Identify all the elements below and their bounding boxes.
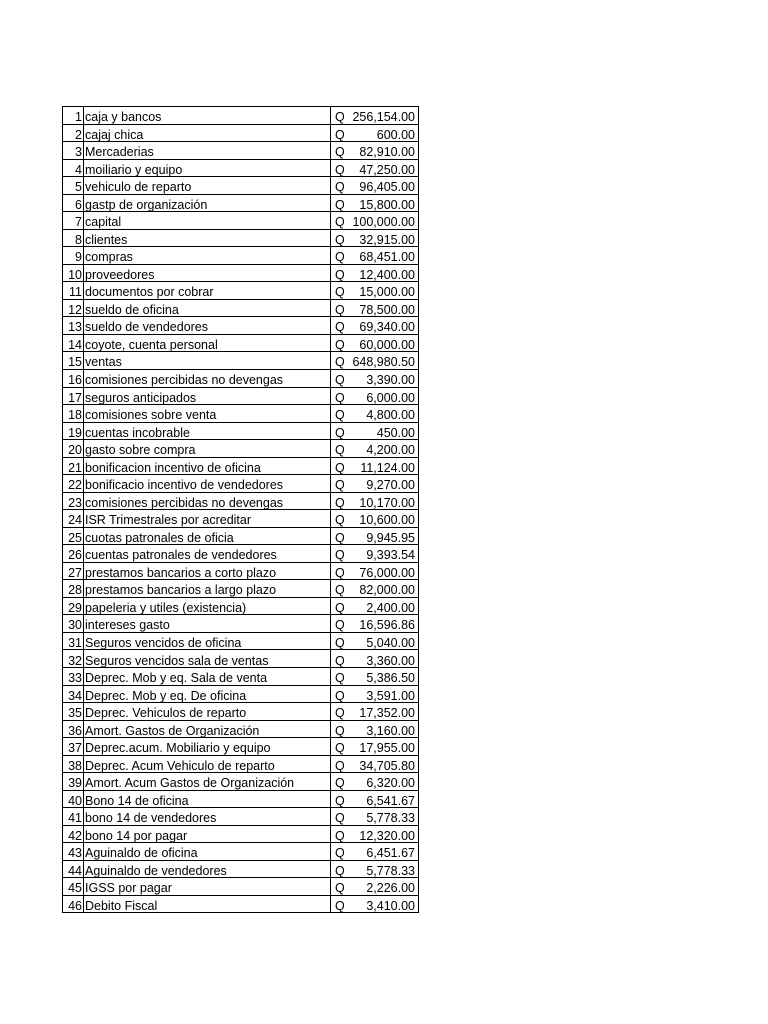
account-name-cell[interactable]: Deprec. Mob y eq. De oficina <box>84 685 331 703</box>
amount-cell[interactable]: 600.00 <box>349 124 419 142</box>
row-number-cell[interactable]: 15 <box>63 352 84 370</box>
table-row <box>63 878 419 896</box>
row-number-cell[interactable]: 26 <box>63 545 84 563</box>
currency-cell[interactable]: Q <box>331 878 349 896</box>
accounts-table <box>62 106 419 913</box>
row-number-cell[interactable]: 46 <box>63 895 84 913</box>
currency-cell[interactable]: Q <box>331 194 349 212</box>
account-name-cell[interactable]: bonificacion incentivo de oficina <box>84 457 331 475</box>
table-row <box>63 247 419 265</box>
account-name-cell[interactable]: cuentas patronales de vendedores <box>84 545 331 563</box>
row-number-cell[interactable]: 32 <box>63 650 84 668</box>
table-row <box>63 475 419 493</box>
amount-cell[interactable]: 256,154.00 <box>349 107 419 125</box>
table-row <box>63 405 419 423</box>
amount-cell[interactable]: 2,226.00 <box>349 878 419 896</box>
amount-cell[interactable]: 6,451.67 <box>349 843 419 861</box>
row-number-cell[interactable]: 22 <box>63 475 84 493</box>
row-number-cell[interactable]: 29 <box>63 597 84 615</box>
account-name-cell[interactable]: cuentas incobrable <box>84 422 331 440</box>
account-name-cell[interactable]: Bono 14 de oficina <box>84 790 331 808</box>
table-row <box>63 668 419 686</box>
currency-cell[interactable]: Q <box>331 720 349 738</box>
table-row <box>63 738 419 756</box>
table-row <box>63 124 419 142</box>
account-name-cell[interactable]: moiliario y equipo <box>84 159 331 177</box>
account-name-cell[interactable]: Debito Fiscal <box>84 895 331 913</box>
account-name-cell[interactable]: proveedores <box>84 264 331 282</box>
amount-cell[interactable]: 648,980.50 <box>349 352 419 370</box>
account-name-cell[interactable]: vehiculo de reparto <box>84 177 331 195</box>
table-row <box>63 808 419 826</box>
row-number-cell[interactable]: 35 <box>63 703 84 721</box>
row-number-cell[interactable]: 21 <box>63 457 84 475</box>
amount-cell[interactable]: 34,705.80 <box>349 755 419 773</box>
amount-cell[interactable]: 9,393.54 <box>349 545 419 563</box>
table-row <box>63 299 419 317</box>
amount-cell[interactable]: 15,000.00 <box>349 282 419 300</box>
row-number-cell[interactable]: 36 <box>63 720 84 738</box>
currency-cell[interactable]: Q <box>331 685 349 703</box>
currency-cell[interactable]: Q <box>331 212 349 230</box>
row-number-cell[interactable]: 18 <box>63 405 84 423</box>
amount-cell[interactable]: 3,160.00 <box>349 720 419 738</box>
table-row <box>63 369 419 387</box>
table-row <box>63 703 419 721</box>
row-number-cell[interactable]: 43 <box>63 843 84 861</box>
currency-cell[interactable]: Q <box>331 475 349 493</box>
amount-cell[interactable]: 78,500.00 <box>349 299 419 317</box>
account-name-cell[interactable]: Amort. Acum Gastos de Organización <box>84 773 331 791</box>
account-name-cell[interactable]: Mercaderias <box>84 142 331 160</box>
currency-cell[interactable]: Q <box>331 668 349 686</box>
table-row <box>63 632 419 650</box>
table-row <box>63 860 419 878</box>
amount-cell[interactable]: 82,910.00 <box>349 142 419 160</box>
currency-cell[interactable]: Q <box>331 440 349 458</box>
currency-cell[interactable]: Q <box>331 387 349 405</box>
table-row <box>63 352 419 370</box>
account-name-cell[interactable]: Deprec. Vehiculos de reparto <box>84 703 331 721</box>
row-number-cell[interactable]: 10 <box>63 264 84 282</box>
row-number-cell[interactable]: 12 <box>63 299 84 317</box>
account-name-cell[interactable]: Deprec. Acum Vehiculo de reparto <box>84 755 331 773</box>
amount-cell[interactable]: 9,945.95 <box>349 527 419 545</box>
currency-cell[interactable]: Q <box>331 808 349 826</box>
currency-cell[interactable]: Q <box>331 405 349 423</box>
currency-cell[interactable]: Q <box>331 352 349 370</box>
table-row <box>63 457 419 475</box>
row-number-cell[interactable]: 38 <box>63 755 84 773</box>
currency-cell[interactable]: Q <box>331 527 349 545</box>
amount-cell[interactable]: 15,800.00 <box>349 194 419 212</box>
currency-cell[interactable]: Q <box>331 790 349 808</box>
amount-cell[interactable]: 3,390.00 <box>349 369 419 387</box>
table-row <box>63 773 419 791</box>
table-row <box>63 597 419 615</box>
amount-cell[interactable]: 96,405.00 <box>349 177 419 195</box>
table-row <box>63 510 419 528</box>
currency-cell[interactable]: Q <box>331 860 349 878</box>
account-name-cell[interactable]: papeleria y utiles (existencia) <box>84 597 331 615</box>
table-row <box>63 580 419 598</box>
amount-cell[interactable]: 6,541.67 <box>349 790 419 808</box>
amount-cell[interactable]: 100,000.00 <box>349 212 419 230</box>
table-row <box>63 562 419 580</box>
account-name-cell[interactable]: bono 14 de vendedores <box>84 808 331 826</box>
amount-cell[interactable]: 10,170.00 <box>349 492 419 510</box>
row-number-cell[interactable]: 20 <box>63 440 84 458</box>
account-name-cell[interactable]: bono 14 por pagar <box>84 825 331 843</box>
currency-cell[interactable]: Q <box>331 107 349 125</box>
account-name-cell[interactable]: compras <box>84 247 331 265</box>
row-number-cell[interactable]: 16 <box>63 369 84 387</box>
account-name-cell[interactable]: Deprec. Mob y eq. Sala de venta <box>84 668 331 686</box>
currency-cell[interactable]: Q <box>331 773 349 791</box>
amount-cell[interactable]: 2,400.00 <box>349 597 419 615</box>
amount-cell[interactable]: 12,320.00 <box>349 825 419 843</box>
currency-cell[interactable]: Q <box>331 738 349 756</box>
amount-cell[interactable]: 5,386.50 <box>349 668 419 686</box>
table-row <box>63 159 419 177</box>
table-row <box>63 177 419 195</box>
table-row <box>63 790 419 808</box>
table-row <box>63 142 419 160</box>
currency-cell[interactable]: Q <box>331 545 349 563</box>
currency-cell[interactable]: Q <box>331 124 349 142</box>
amount-cell[interactable]: 32,915.00 <box>349 229 419 247</box>
table-row <box>63 194 419 212</box>
currency-cell[interactable]: Q <box>331 299 349 317</box>
account-name-cell[interactable]: Deprec.acum. Mobiliario y equipo <box>84 738 331 756</box>
row-number-cell[interactable]: 30 <box>63 615 84 633</box>
currency-cell[interactable]: Q <box>331 895 349 913</box>
amount-cell[interactable]: 3,410.00 <box>349 895 419 913</box>
currency-cell[interactable]: Q <box>331 597 349 615</box>
amount-cell[interactable]: 69,340.00 <box>349 317 419 335</box>
account-name-cell[interactable]: Aguinaldo de vendedores <box>84 860 331 878</box>
table-row <box>63 334 419 352</box>
table-row <box>63 650 419 668</box>
amount-cell[interactable]: 76,000.00 <box>349 562 419 580</box>
row-number-cell[interactable]: 1 <box>63 107 84 125</box>
currency-cell[interactable]: Q <box>331 562 349 580</box>
account-name-cell[interactable]: seguros anticipados <box>84 387 331 405</box>
table-row <box>63 527 419 545</box>
account-name-cell[interactable]: cajaj chica <box>84 124 331 142</box>
account-name-cell[interactable]: IGSS por pagar <box>84 878 331 896</box>
account-name-cell[interactable]: prestamos bancarios a largo plazo <box>84 580 331 598</box>
row-number-cell[interactable]: 19 <box>63 422 84 440</box>
amount-cell[interactable]: 9,270.00 <box>349 475 419 493</box>
row-number-cell[interactable]: 23 <box>63 492 84 510</box>
amount-cell[interactable]: 4,200.00 <box>349 440 419 458</box>
row-number-cell[interactable]: 42 <box>63 825 84 843</box>
currency-cell[interactable]: Q <box>331 229 349 247</box>
table-row <box>63 264 419 282</box>
amount-cell[interactable]: 82,000.00 <box>349 580 419 598</box>
account-name-cell[interactable]: gasto sobre compra <box>84 440 331 458</box>
currency-cell[interactable]: Q <box>331 282 349 300</box>
row-number-cell[interactable]: 40 <box>63 790 84 808</box>
amount-cell[interactable]: 68,451.00 <box>349 247 419 265</box>
currency-cell[interactable]: Q <box>331 264 349 282</box>
table-row <box>63 685 419 703</box>
currency-cell[interactable]: Q <box>331 755 349 773</box>
account-name-cell[interactable]: coyote, cuenta personal <box>84 334 331 352</box>
row-number-cell[interactable]: 33 <box>63 668 84 686</box>
account-name-cell[interactable]: caja y bancos <box>84 107 331 125</box>
currency-cell[interactable]: Q <box>331 843 349 861</box>
account-name-cell[interactable]: comisiones percibidas no devengas <box>84 492 331 510</box>
account-name-cell[interactable]: prestamos bancarios a corto plazo <box>84 562 331 580</box>
row-number-cell[interactable]: 17 <box>63 387 84 405</box>
row-number-cell[interactable]: 14 <box>63 334 84 352</box>
amount-cell[interactable]: 60,000.00 <box>349 334 419 352</box>
table-row <box>63 440 419 458</box>
row-number-cell[interactable]: 6 <box>63 194 84 212</box>
amount-cell[interactable]: 4,800.00 <box>349 405 419 423</box>
row-number-cell[interactable]: 31 <box>63 632 84 650</box>
row-number-cell[interactable]: 4 <box>63 159 84 177</box>
row-number-cell[interactable]: 34 <box>63 685 84 703</box>
table-row <box>63 282 419 300</box>
account-name-cell[interactable]: Aguinaldo de oficina <box>84 843 331 861</box>
accounts-table-body <box>63 107 419 913</box>
row-number-cell[interactable]: 44 <box>63 860 84 878</box>
currency-cell[interactable]: Q <box>331 247 349 265</box>
currency-cell[interactable]: Q <box>331 159 349 177</box>
amount-cell[interactable]: 11,124.00 <box>349 457 419 475</box>
account-name-cell[interactable]: ISR Trimestrales por acreditar <box>84 510 331 528</box>
account-name-cell[interactable]: Seguros vencidos de oficina <box>84 632 331 650</box>
currency-cell[interactable]: Q <box>331 369 349 387</box>
amount-cell[interactable]: 10,600.00 <box>349 510 419 528</box>
currency-cell[interactable]: Q <box>331 510 349 528</box>
row-number-cell[interactable]: 28 <box>63 580 84 598</box>
table-row <box>63 387 419 405</box>
account-name-cell[interactable]: cuotas patronales de oficia <box>84 527 331 545</box>
row-number-cell[interactable]: 24 <box>63 510 84 528</box>
table-row <box>63 492 419 510</box>
currency-cell[interactable]: Q <box>331 177 349 195</box>
account-name-cell[interactable]: sueldo de vendedores <box>84 317 331 335</box>
currency-cell[interactable]: Q <box>331 334 349 352</box>
account-name-cell[interactable]: ventas <box>84 352 331 370</box>
amount-cell[interactable]: 5,040.00 <box>349 632 419 650</box>
account-name-cell[interactable]: Seguros vencidos sala de ventas <box>84 650 331 668</box>
amount-cell[interactable]: 17,955.00 <box>349 738 419 756</box>
row-number-cell[interactable]: 3 <box>63 142 84 160</box>
row-number-cell[interactable]: 7 <box>63 212 84 230</box>
account-name-cell[interactable]: intereses gasto <box>84 615 331 633</box>
row-number-cell[interactable]: 25 <box>63 527 84 545</box>
row-number-cell[interactable]: 2 <box>63 124 84 142</box>
amount-cell[interactable]: 17,352.00 <box>349 703 419 721</box>
row-number-cell[interactable]: 13 <box>63 317 84 335</box>
table-row <box>63 895 419 913</box>
row-number-cell[interactable]: 11 <box>63 282 84 300</box>
table-row <box>63 615 419 633</box>
row-number-cell[interactable]: 39 <box>63 773 84 791</box>
row-number-cell[interactable]: 45 <box>63 878 84 896</box>
currency-cell[interactable]: Q <box>331 142 349 160</box>
table-row <box>63 107 419 125</box>
account-name-cell[interactable]: clientes <box>84 229 331 247</box>
account-name-cell[interactable]: sueldo de oficina <box>84 299 331 317</box>
table-row <box>63 755 419 773</box>
row-number-cell[interactable]: 5 <box>63 177 84 195</box>
amount-cell[interactable]: 5,778.33 <box>349 808 419 826</box>
row-number-cell[interactable]: 8 <box>63 229 84 247</box>
account-name-cell[interactable]: bonificacio incentivo de vendedores <box>84 475 331 493</box>
currency-cell[interactable]: Q <box>331 457 349 475</box>
amount-cell[interactable]: 16,596.86 <box>349 615 419 633</box>
table-row <box>63 422 419 440</box>
table-row <box>63 229 419 247</box>
currency-cell[interactable]: Q <box>331 650 349 668</box>
currency-cell[interactable]: Q <box>331 317 349 335</box>
row-number-cell[interactable]: 41 <box>63 808 84 826</box>
row-number-cell[interactable]: 37 <box>63 738 84 756</box>
account-name-cell[interactable]: comisiones percibidas no devengas <box>84 369 331 387</box>
amount-cell[interactable]: 6,320.00 <box>349 773 419 791</box>
account-name-cell[interactable]: capital <box>84 212 331 230</box>
currency-cell[interactable]: Q <box>331 825 349 843</box>
amount-cell[interactable]: 47,250.00 <box>349 159 419 177</box>
currency-cell[interactable]: Q <box>331 492 349 510</box>
account-name-cell[interactable]: comisiones sobre venta <box>84 405 331 423</box>
account-name-cell[interactable]: gastp de organización <box>84 194 331 212</box>
amount-cell[interactable]: 12,400.00 <box>349 264 419 282</box>
row-number-cell[interactable]: 27 <box>63 562 84 580</box>
amount-cell[interactable]: 3,591.00 <box>349 685 419 703</box>
amount-cell[interactable]: 3,360.00 <box>349 650 419 668</box>
table-row <box>63 843 419 861</box>
currency-cell[interactable]: Q <box>331 580 349 598</box>
amount-cell[interactable]: 5,778.33 <box>349 860 419 878</box>
table-row <box>63 825 419 843</box>
amount-cell[interactable]: 6,000.00 <box>349 387 419 405</box>
currency-cell[interactable]: Q <box>331 422 349 440</box>
amount-cell[interactable]: 450.00 <box>349 422 419 440</box>
table-row <box>63 317 419 335</box>
account-name-cell[interactable]: documentos por cobrar <box>84 282 331 300</box>
currency-cell[interactable]: Q <box>331 615 349 633</box>
table-row <box>63 212 419 230</box>
currency-cell[interactable]: Q <box>331 632 349 650</box>
table-row <box>63 720 419 738</box>
account-name-cell[interactable]: Amort. Gastos de Organización <box>84 720 331 738</box>
currency-cell[interactable]: Q <box>331 703 349 721</box>
table-row <box>63 545 419 563</box>
row-number-cell[interactable]: 9 <box>63 247 84 265</box>
